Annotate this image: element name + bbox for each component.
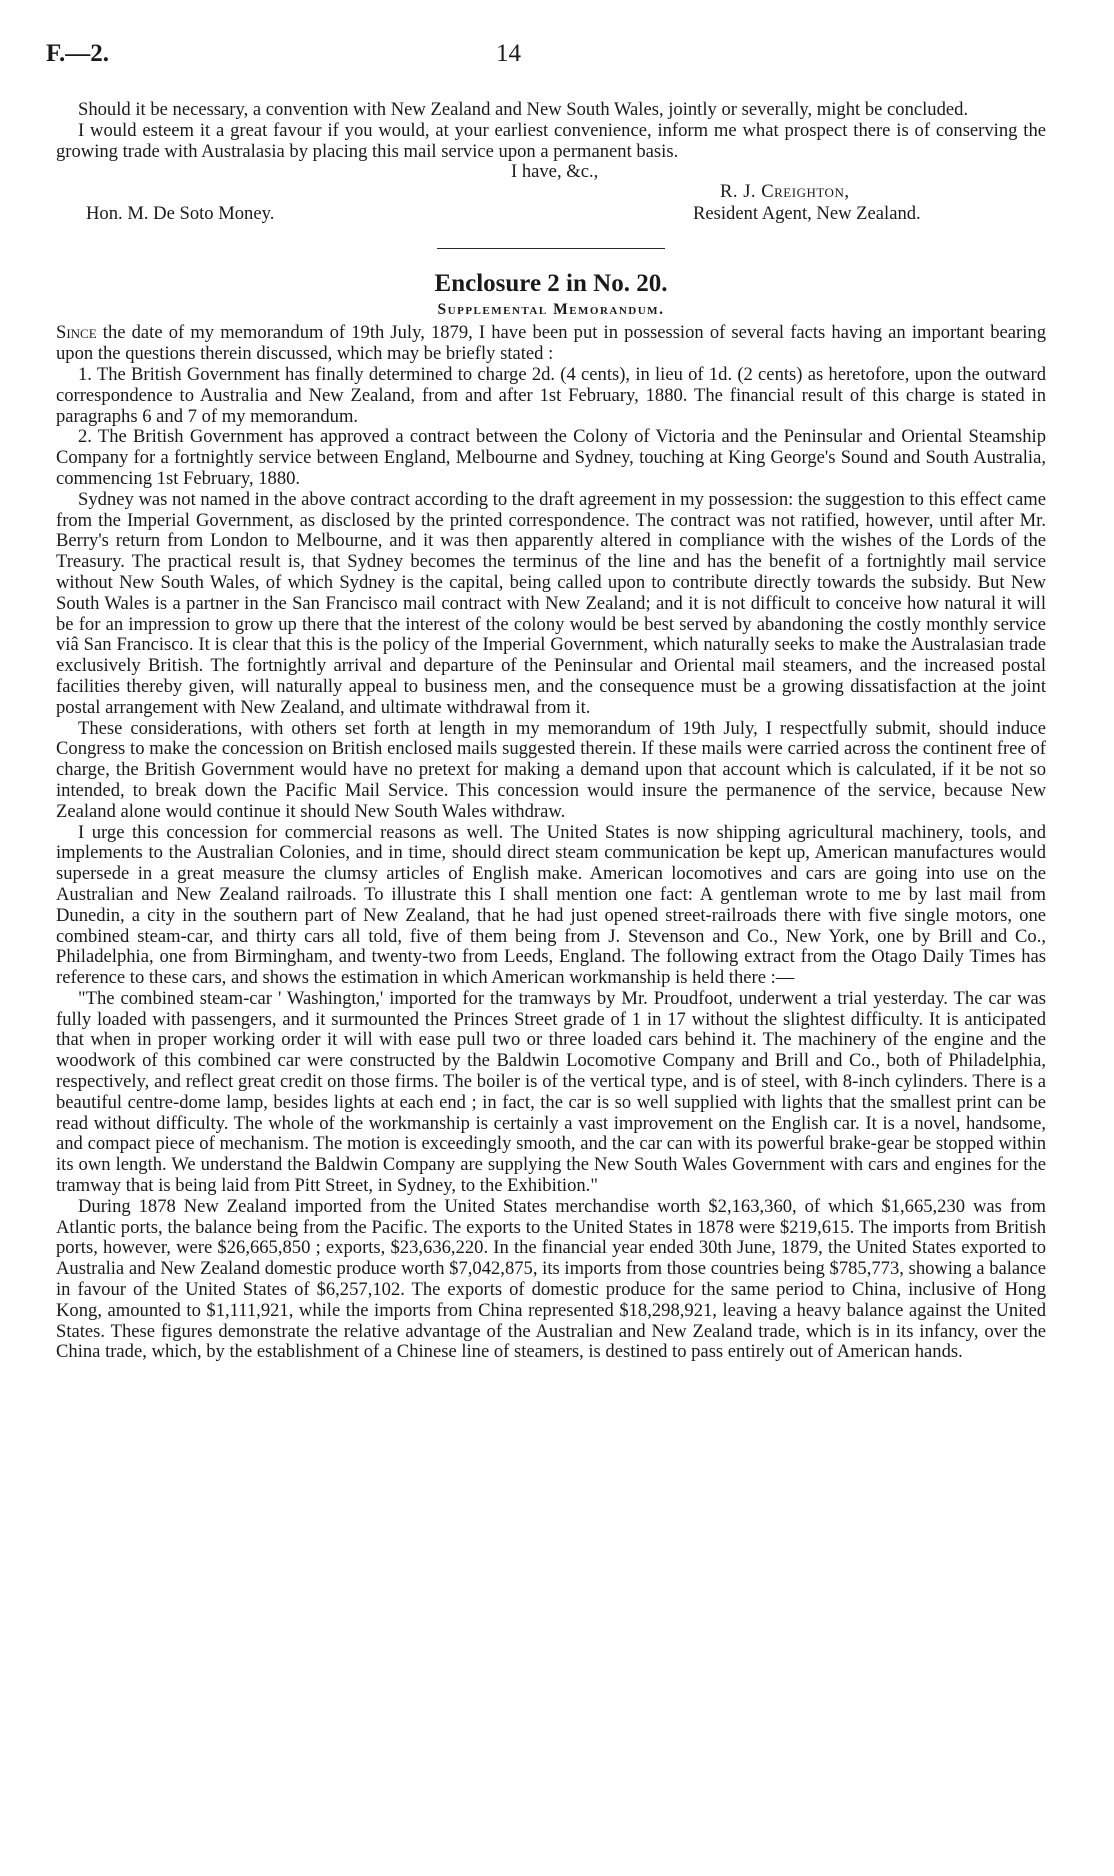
page-identifier: F.—2. [46, 40, 109, 67]
memo-paragraph-intro [56, 323, 1046, 365]
enclosure-title: Enclosure 2 in No. 20. [434, 270, 668, 298]
page-number: 14 [496, 40, 521, 67]
memo-paragraph: Sydney was not named in the above contract according to the draft agreement in my possession: the suggestion to this effect came from the Imperial Government, as disclosed by the printed correspondence. The contract was not ratified, however, until after Mr. Berry's return from London to Melbourne, and it was then apparently altered in compliance with the wishes of the Lords of the Treasury. The practical result is, that Sydney becomes the terminus of the line and has the benefit of a fortnightly mail service without New South Wales, of which Sydney is the capital, being called upon to contribute directly towards the subsidy. But New South Wales is a partner in the San Francisco mail contract with New Zealand; and it is not difficult to conceive how natural it will be for an impression to grow up there that the interest of the colony would be best served by abandoning the costly monthly service viâ San Francisco. It is clear that this is the policy of the Imperial Government, which naturally seeks to make the Australasian trade exclusively British. The fortnightly arrival and departure of the Peninsular and Oriental mail steamers, and the increased postal facilities thereby given, will naturally appeal to business men, and the consequence must be a growing dissatisfaction at the joint postal arrangement with New Zealand, and ultimate withdrawal from it. [56, 488, 1046, 718]
letter-signoff [56, 162, 1046, 226]
letter-paragraph: I would esteem it a great favour if you would, at your earliest convenience, inform me what prospect there is of conserving the growing trade with Australasia by placing this mail service upon a permanent basis. [56, 119, 1046, 162]
memo-paragraph-text: the date of my memorandum of 19th July, 1879, I have been put in possession of several facts having an important bearing upon the questions therein discussed, which may be briefly stated : [56, 322, 1046, 365]
newspaper-quote: "The combined steam-car ' Washington,' imported for the tramways by Mr. Proudfoot, underwent a trial yesterday. The car was fully loaded with passengers, and it surmounted the Princes Street grade of 1 in 17 without the slightest difficulty. It is anticipated that when in proper working order it will with ease pull two or three loaded cars behind it. The machinery of the engine and the woodwork of this combined car were constructed by the Baldwin Locomotive Company and Brill and Co., both of Philadelphia, respectively, and reflect great credit on those firms. The boiler is of the vertical type, and is of steel, with 8-inch cylinders. There is a beautiful centre-dome lamp, besides lights at each end ; in fact, the car is so well supplied with lights that the smallest print can be read without difficulty. The whole of the workmanship is certainly a vast improvement on the English car. It is a novel, handsome, and compact piece of mechanism. The motion is exceedingly smooth, and the car can with its powerful brake-gear be stopped within its own length. We understand the Baldwin Company are supplying the New South Wales Government with cars and engines for the tramway that is being laid from Pitt Street, in Sydney, to the Exhibition." [56, 987, 1046, 1197]
drop-word: Since [56, 322, 97, 344]
enclosure-subtitle: Supplemental Memorandum. [437, 301, 665, 319]
memo-paragraph: 1. The British Government has finally determined to charge 2d. (4 cents), in lieu of 1d. (2 cents) as heretofore, upon the outward correspondence to Australia and New Zealand, from and after 1st February, 1880. The financial result of this charge is stated in paragraphs 6 and 7 of my memorandum. [56, 363, 1046, 427]
page-body [56, 100, 1046, 1363]
signature: R. J. Creighton, [720, 181, 850, 203]
memo-paragraph: During 1878 New Zealand imported from the United States merchandise worth $2,163,360, of which $1,665,230 was from Atlantic ports, the balance being from the Pacific. The exports to the United States in 1878 were $219,615. The imports from British ports, however, were $26,665,850 ; exports, $23,636,220. In the financial year ended 30th June, 1879, the United States exported to Australia and New Zealand domestic produce worth $7,042,875, its imports from those countries being $785,773, showing a balance in favour of the United States of $6,257,102. The exports of domestic produce for the same period to China, inclusive of Hong Kong, amounted to $1,111,921, while the imports from China represented $18,298,921, leaving a heavy balance against the United States. These figures demonstrate the relative advantage of the Australian and New Zealand trade, which is in its infancy, over the China trade, which, by the establishment of a Chinese line of steamers, is destined to pass entirely out of American hands. [56, 1195, 1046, 1363]
page-header [46, 40, 1068, 72]
addressee: Hon. M. De Soto Money. [86, 203, 275, 225]
section-divider [437, 248, 665, 249]
signer-title: Resident Agent, New Zealand. [693, 203, 921, 225]
memo-paragraph: 2. The British Government has approved a contract between the Colony of Victoria and the Peninsular and Oriental Steamship Company for a fortnightly service between England, Melbourne and Sydney, touching at King George's Sound and South Australia, commencing 1st February, 1880. [56, 426, 1046, 489]
closing-line: I have, &c., [511, 161, 599, 183]
memo-paragraph: These considerations, with others set forth at length in my memorandum of 19th July, I respectfully submit, should induce Congress to make the concession on British enclosed mails suggested therein. If these mails were carried across the continent free of charge, the British Government would have no pretext for making a demand upon that account which is calculated, if it be not so intended, to break down the Pacific Mail Service. This concession would insure the permanence of the service, because New Zealand alone would continue it should New South Wales withdraw. [56, 717, 1046, 822]
memo-paragraph: I urge this concession for commercial reasons as well. The United States is now shipping agricultural machinery, tools, and implements to the Australian Colonies, and in time, should direct steam communication be kept up, American manufactures would supersede in a great measure the clumsy articles of English make. American locomotives and cars are going into use on the Australian and New Zealand railroads. To illustrate this I shall mention one fact: A gentleman wrote to me by last mail from Dunedin, a city in the southern part of New Zealand, that he had just opened street-railroads there with five single motors, one combined steam-car, and thirty cars all told, five of them being from J. Stevenson and Co., New York, one by Brill and Co., Philadelphia, one from Birmingham, and twenty-two from Leeds, England. The following extract from the Otago Daily Times has reference to these cars, and shows the estimation in which American workmanship is held there :— [56, 821, 1046, 989]
letter-paragraph: Should it be necessary, a convention with New Zealand and New South Wales, jointly or severally, might be concluded. [78, 99, 969, 120]
